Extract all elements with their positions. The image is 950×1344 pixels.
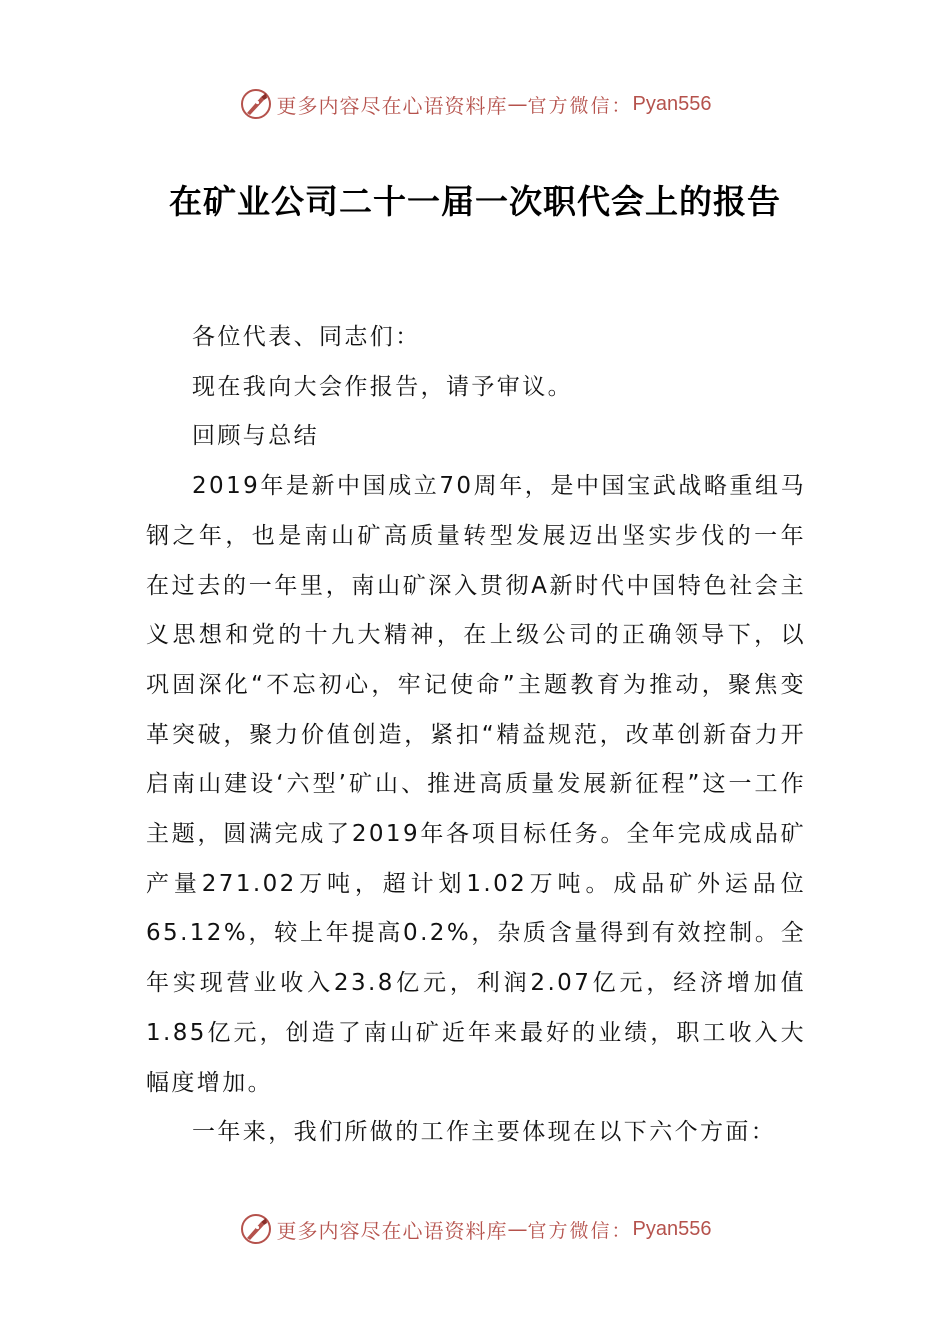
footer-banner xyxy=(0,1211,950,1247)
banner-separator: — xyxy=(507,92,528,116)
paragraph-six-aspects: 一年来，我们所做的工作主要体现在以下六个方面： xyxy=(192,1119,777,1146)
paragraph-salutation: 各位代表、同志们： xyxy=(192,324,421,350)
banner-wechat-id: Pyan556 xyxy=(632,92,712,115)
header-banner xyxy=(0,86,950,122)
paragraph-2019-summary: 2019年是新中国成立70周年，是中国宝武战略重组马钢之年，也是南山矿高质量转型发展迈出坚实步伐的一年在过去的一年里，南山矿深入贯彻A新时代中国特色社会主义思想和党的十九大精神，在上级公司的正确领导下，以巩固深化“不忘初心，牢记使命”主题教育为推动，聚焦变革突破，聚力价值创造，紧扣“精益规范，改革创新奋力开启南山建设‘六型’矿山、推进高质量发展新征程”这一工作主题，圆满完成了2019年各项目标任务。全年完成成品矿产量271.02万吨，超计划1.02万吨。成品矿外运品位65.12%，较上年提高0.2%，杂质含量得到有效控制。全年实现营业收入23.8亿元，利润2.07亿元，经济增加值1.85亿元，创造了南山矿近年来最好的业绩，职工收入大幅度增加。 xyxy=(146,473,806,1096)
document-body xyxy=(146,313,806,1158)
banner-wechat-id: Pyan556 xyxy=(632,1217,712,1240)
banner-wechat-label: 官方微信： xyxy=(527,1219,633,1242)
pen-nib-logo-icon xyxy=(239,87,273,121)
document-title: 在矿业公司二十一届一次职代会上的报告 xyxy=(169,182,781,221)
banner-site-name: 更多内容尽在心语资料库 xyxy=(276,1218,508,1243)
banner-separator: — xyxy=(507,1217,528,1241)
banner-wechat-label: 官方微信： xyxy=(527,94,633,117)
section-heading-review: 回顾与总结 xyxy=(192,423,319,450)
banner-site-name: 更多内容尽在心语资料库 xyxy=(276,93,508,118)
pen-nib-logo-icon xyxy=(239,1212,273,1246)
paragraph-opening: 现在我向大会作报告，请予审议。 xyxy=(192,373,573,400)
